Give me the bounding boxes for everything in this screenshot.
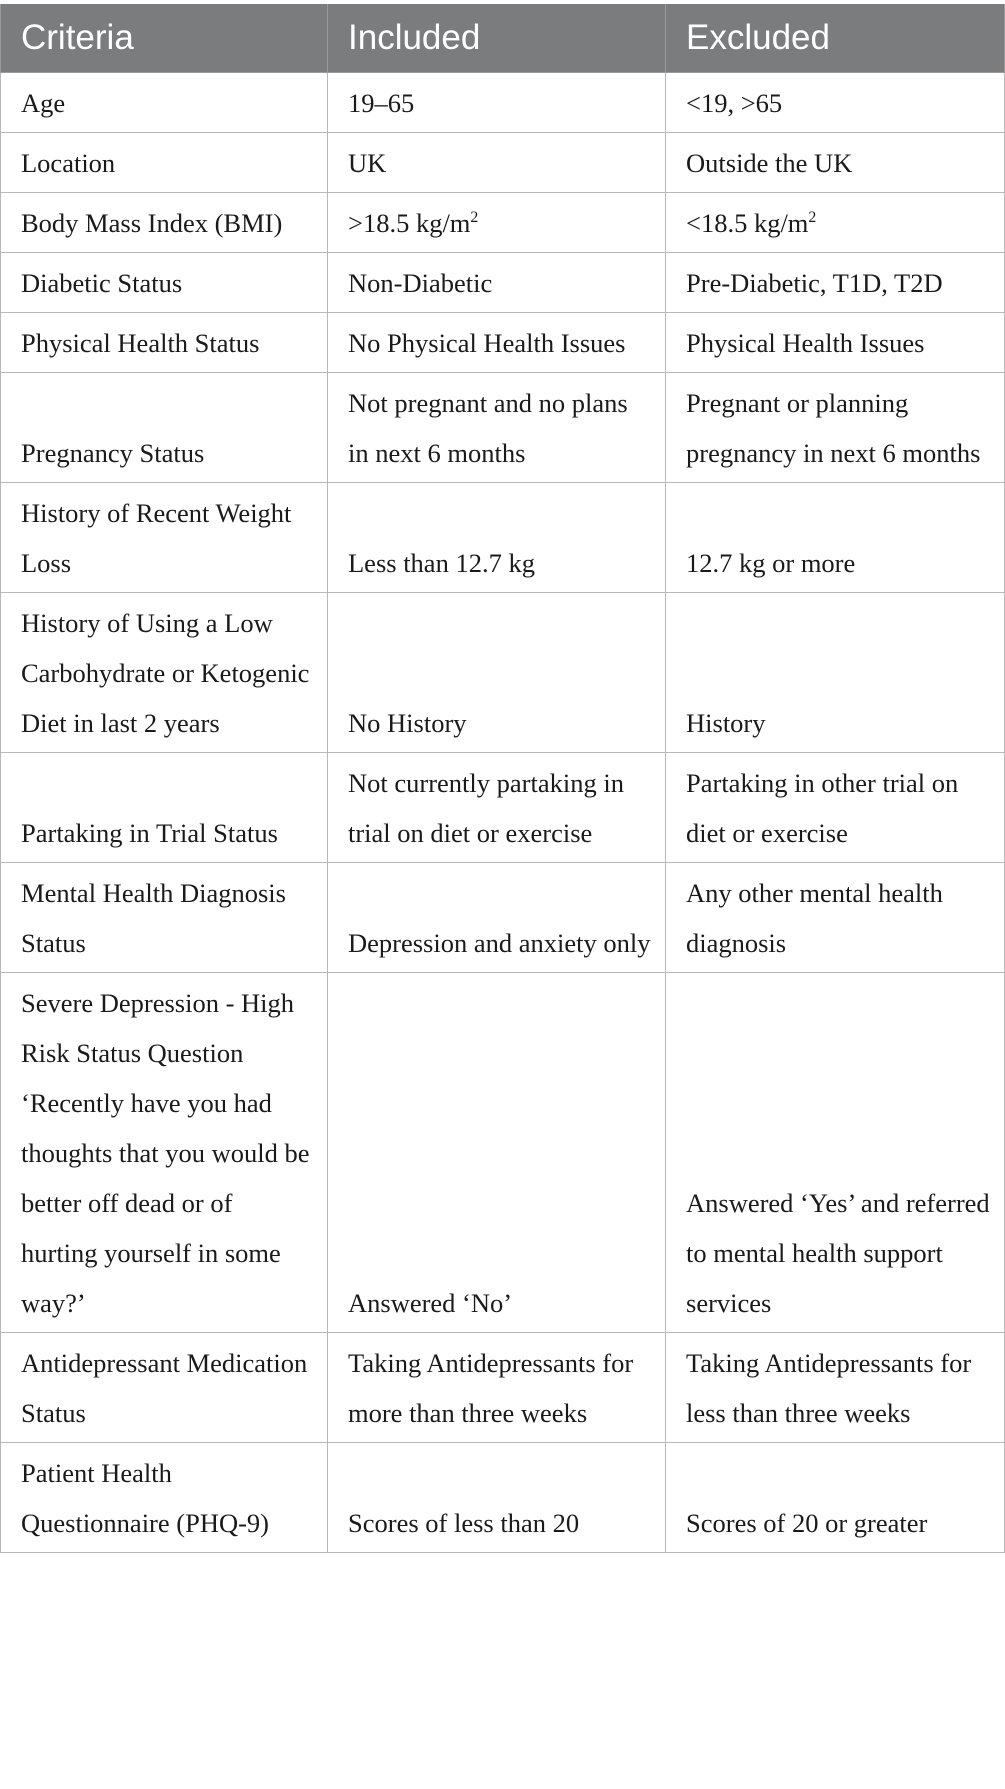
inclusion-exclusion-criteria-table [0, 4, 1005, 1553]
criteria-text: Severe Depression - High Risk Status Question ‘Recently have you had thoughts that you would be better off dead or of hurting yourself in some way?’ [21, 988, 310, 1318]
included-text: Not pregnant and no plans in next 6 months [348, 388, 628, 468]
included-text: Answered ‘No’ [348, 1288, 513, 1318]
included-cell [328, 1333, 666, 1443]
criteria-text: Pregnancy Status [21, 438, 205, 468]
table-row [1, 193, 1005, 253]
excluded-text: Pregnant or planning pregnancy in next 6 months [686, 388, 981, 468]
criteria-text: Diabetic Status [21, 268, 183, 298]
criteria-cell [1, 193, 328, 253]
table-header [1, 4, 1005, 73]
header-row [1, 4, 1005, 73]
criteria-cell [1, 253, 328, 313]
criteria-text: Body Mass Index (BMI) [21, 208, 283, 238]
criteria-text: Patient Health Questionnaire (PHQ-9) [21, 1458, 270, 1538]
table-row [1, 1333, 1005, 1443]
excluded-cell [666, 863, 1005, 973]
criteria-cell [1, 753, 328, 863]
excluded-cell [666, 253, 1005, 313]
excluded-cell [666, 973, 1005, 1333]
table-row [1, 133, 1005, 193]
table-row [1, 973, 1005, 1333]
criteria-cell [1, 73, 328, 133]
criteria-cell [1, 593, 328, 753]
included-cell [328, 253, 666, 313]
criteria-cell [1, 483, 328, 593]
included-text: Not currently partaking in trial on diet or exercise [348, 768, 624, 848]
criteria-text: Partaking in Trial Status [21, 818, 278, 848]
included-text: No History [348, 708, 467, 738]
excluded-text: <18.5 kg/m [686, 208, 809, 238]
criteria-text: History of Recent Weight Loss [21, 498, 292, 578]
table-row [1, 73, 1005, 133]
included-cell [328, 73, 666, 133]
criteria-text: Age [21, 88, 66, 118]
table-row [1, 313, 1005, 373]
included-text: Less than 12.7 kg [348, 548, 535, 578]
excluded-cell [666, 193, 1005, 253]
excluded-cell [666, 73, 1005, 133]
included-text: Scores of less than 20 [348, 1508, 580, 1538]
excluded-text: <19, >65 [686, 88, 783, 118]
table-body [1, 73, 1005, 1553]
excluded-text: Any other mental health diagnosis [686, 878, 943, 958]
included-text: Depression and anxiety only [348, 928, 651, 958]
excluded-text: Pre-Diabetic, T1D, T2D [686, 268, 943, 298]
header-excluded: Excluded [666, 4, 1005, 73]
included-text: UK [348, 148, 387, 178]
header-criteria: Criteria [1, 4, 328, 73]
included-text: No Physical Health Issues [348, 328, 626, 358]
included-text: >18.5 kg/m [348, 208, 471, 238]
criteria-text: Location [21, 148, 116, 178]
excluded-text: Partaking in other trial on diet or exercise [686, 768, 959, 848]
criteria-cell [1, 133, 328, 193]
excluded-text: 12.7 kg or more [686, 548, 856, 578]
included-cell [328, 973, 666, 1333]
included-cell [328, 1443, 666, 1553]
criteria-cell [1, 1443, 328, 1553]
included-text: Non-Diabetic [348, 268, 493, 298]
criteria-text: Antidepressant Medication Status [21, 1348, 308, 1428]
included-cell [328, 313, 666, 373]
included-cell [328, 863, 666, 973]
criteria-table-container [0, 4, 1004, 1553]
included-cell [328, 373, 666, 483]
table-row [1, 753, 1005, 863]
criteria-text: Mental Health Diagnosis Status [21, 878, 286, 958]
excluded-text: Answered ‘Yes’ and referred to mental health support services [686, 1188, 990, 1318]
included-text: Taking Antidepressants for more than three weeks [348, 1348, 634, 1428]
table-row [1, 253, 1005, 313]
excluded-cell [666, 593, 1005, 753]
table-row [1, 593, 1005, 753]
criteria-cell [1, 1333, 328, 1443]
excluded-text: Physical Health Issues [686, 328, 925, 358]
criteria-cell [1, 863, 328, 973]
included-cell [328, 193, 666, 253]
included-text: 19–65 [348, 88, 415, 118]
excluded-cell [666, 313, 1005, 373]
criteria-cell [1, 973, 328, 1333]
table-row [1, 1443, 1005, 1553]
header-included: Included [328, 4, 666, 73]
excluded-text: Scores of 20 or greater [686, 1508, 928, 1538]
included-cell [328, 133, 666, 193]
criteria-cell [1, 373, 328, 483]
criteria-text: Physical Health Status [21, 328, 260, 358]
table-row [1, 373, 1005, 483]
excluded-cell [666, 373, 1005, 483]
excluded-cell [666, 483, 1005, 593]
excluded-cell [666, 1333, 1005, 1443]
criteria-text: History of Using a Low Carbohydrate or Ketogenic Diet in last 2 years [21, 608, 310, 738]
excluded-text: History [686, 708, 766, 738]
table-row [1, 863, 1005, 973]
excluded-text: Taking Antidepressants for less than three weeks [686, 1348, 972, 1428]
excluded-superscript: 2 [808, 209, 817, 227]
included-cell [328, 753, 666, 863]
table-row [1, 483, 1005, 593]
excluded-cell [666, 1443, 1005, 1553]
included-superscript: 2 [470, 209, 479, 227]
included-cell [328, 593, 666, 753]
criteria-cell [1, 313, 328, 373]
included-cell [328, 483, 666, 593]
excluded-text: Outside the UK [686, 148, 853, 178]
excluded-cell [666, 753, 1005, 863]
excluded-cell [666, 133, 1005, 193]
